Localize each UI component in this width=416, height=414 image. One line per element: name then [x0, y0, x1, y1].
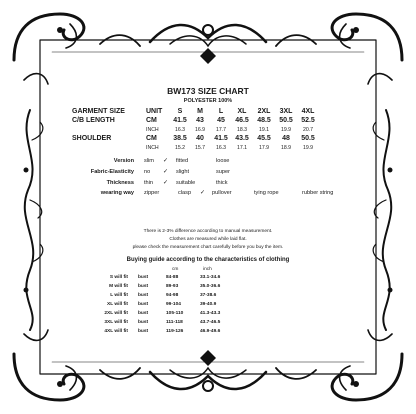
table-cell: 18.3 [236, 127, 248, 133]
table-cell: 17.1 [236, 145, 248, 151]
cb-length-label: C/B LENGTH [72, 117, 115, 124]
check-icon: ✓ [200, 190, 206, 196]
attribute-option: slight [176, 169, 190, 175]
table-cell: 48.5 [257, 117, 271, 124]
table-cell: 45.5 [257, 135, 271, 142]
guide-cm: 105-110 [166, 311, 184, 316]
chart-title: BW173 SIZE CHART [167, 86, 249, 96]
attribute-label: Fabric-Elasticity [90, 169, 134, 175]
table-cell: 52.5 [301, 117, 315, 124]
shoulder-label: SHOULDER [72, 135, 112, 142]
buying-guide-title: Buying guide according to the characteristics of clothing [126, 257, 290, 263]
guide-part: bust [138, 320, 149, 325]
guide-inch: 35.0-36.6 [200, 284, 221, 289]
guide-inch: 46.9-49.6 [200, 329, 221, 334]
attribute-option: clasp [178, 190, 192, 196]
table-cell: 41.5 [173, 117, 187, 124]
attribute-option: tying rope [254, 190, 279, 196]
guide-part: bust [138, 329, 149, 334]
table-cell: 17.9 [258, 145, 270, 151]
table-cell: 38.5 [173, 135, 187, 142]
guide-size: M will fit [109, 284, 128, 289]
table-cell: 19.1 [258, 127, 270, 133]
guide-inch: 39-40.9 [200, 302, 217, 307]
guide-cm: 89-93 [166, 284, 179, 289]
attribute-option: rubber string [302, 190, 334, 196]
size-header: M [197, 108, 203, 115]
check-icon: ✓ [163, 158, 169, 164]
material-label: POLYESTER 100% [183, 98, 233, 104]
table-cell: 43 [196, 117, 204, 124]
guide-inch: 37-38.6 [200, 293, 217, 298]
table-cell: 15.7 [194, 145, 206, 151]
attribute-label: wearing way [100, 190, 134, 196]
guide-inch: 33.1-34.6 [200, 275, 221, 280]
guide-size: L will fit [110, 293, 128, 298]
guide-size: 3XL will fit [104, 320, 128, 325]
attribute-option: zipper [144, 190, 160, 196]
guide-size: 4XL will fit [104, 329, 128, 334]
table-cell: 50.5 [279, 117, 293, 124]
guide-part: bust [138, 284, 149, 289]
table-cell: 15.2 [174, 145, 186, 151]
attribute-option: thin [144, 180, 154, 186]
table-cell: 41.5 [214, 135, 228, 142]
inch-unit: INCH [146, 145, 159, 151]
note-line: Clothes are measured while laid flat. [169, 237, 247, 242]
table-cell: 16.9 [194, 127, 206, 133]
size-header: 2XL [257, 108, 271, 115]
guide-part: bust [138, 275, 149, 280]
size-header: L [218, 108, 224, 115]
garment-size-label: GARMENT SIZE [72, 108, 125, 115]
guide-cm: 94-98 [166, 293, 179, 298]
table-cell: 19.9 [302, 145, 314, 151]
guide-col-inch: inch [203, 267, 212, 272]
guide-cm: 119-126 [166, 329, 184, 334]
cm-unit: CM [146, 135, 157, 142]
size-header: S [177, 108, 183, 115]
table-cell: 17.7 [215, 127, 227, 133]
check-icon: ✓ [163, 169, 169, 175]
guide-inch: 41.3-43.3 [200, 311, 221, 316]
table-cell: 18.9 [280, 145, 292, 151]
table-cell: 16.3 [174, 127, 186, 133]
table-cell: 20.7 [302, 127, 314, 133]
size-header: 4XL [301, 108, 315, 115]
note-line: please check the measurement chart carefully before you buy the item. [132, 245, 284, 250]
table-cell: 46.5 [235, 117, 249, 124]
guide-inch: 43.7-46.5 [200, 320, 221, 325]
attribute-option: no [144, 169, 151, 175]
attribute-option: fitted [176, 158, 189, 164]
guide-size: S will fit [109, 275, 128, 280]
table-cell: 16.3 [215, 145, 227, 151]
unit-label: UNIT [146, 108, 163, 115]
table-cell: 19.9 [280, 127, 292, 133]
check-icon: ✓ [163, 180, 169, 186]
guide-cm: 111-118 [166, 320, 183, 325]
attribute-option: suitable [176, 180, 196, 186]
attribute-option: super [216, 169, 230, 175]
size-header: 3XL [279, 108, 293, 115]
guide-part: bust [138, 302, 149, 307]
attribute-option: slim [144, 158, 154, 164]
table-cell: 45 [217, 117, 225, 124]
table-cell: 50.5 [301, 135, 315, 142]
attribute-option: pullover [212, 190, 232, 196]
table-cell: 43.5 [235, 135, 249, 142]
note-line: There is 2-3% difference according to manual measurement. [143, 229, 273, 234]
inch-unit: INCH [146, 127, 159, 133]
guide-size: XL will fit [107, 302, 128, 307]
guide-col-cm: cm [172, 267, 179, 272]
attribute-option: thick [216, 180, 228, 186]
table-cell: 48 [282, 135, 290, 142]
attribute-label: Thickness [106, 180, 134, 186]
guide-cm: 99-104 [166, 302, 181, 307]
guide-part: bust [138, 311, 149, 316]
attribute-label: Version [113, 158, 134, 164]
guide-size: 2XL will fit [104, 311, 128, 316]
size-header: XL [237, 108, 247, 115]
guide-part: bust [138, 293, 149, 298]
cm-unit: CM [146, 117, 157, 124]
table-cell: 40 [196, 135, 204, 142]
attribute-option: loose [216, 158, 230, 164]
guide-cm: 84-88 [166, 275, 179, 280]
